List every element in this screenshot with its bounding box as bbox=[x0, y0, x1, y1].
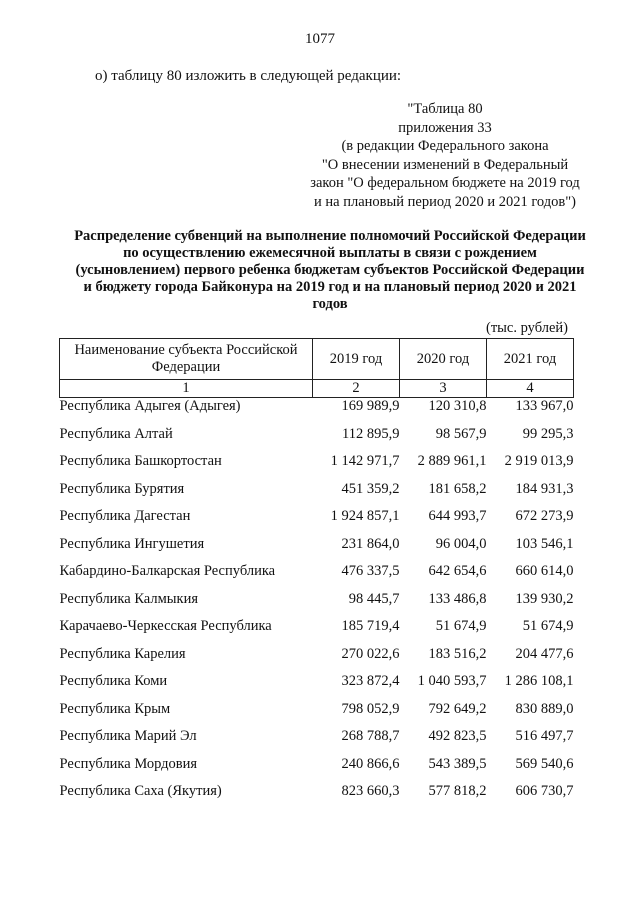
value-2021-cell: 184 931,3 bbox=[515, 480, 574, 497]
header-2019: 2019 год bbox=[313, 339, 400, 380]
reference-line: закон "О федеральном бюджете на 2019 год bbox=[310, 175, 580, 191]
table-body bbox=[60, 398, 574, 811]
reference-line: "О внесении изменений в Федеральный bbox=[321, 156, 569, 173]
value-2020-cell: 1 040 593,7 bbox=[417, 673, 487, 689]
table-row bbox=[60, 701, 574, 729]
value-2021-cell: 1 286 108,1 bbox=[504, 673, 574, 689]
index-cell: 4 bbox=[487, 380, 574, 398]
value-2020-cell: 492 823,5 bbox=[428, 728, 487, 744]
value-2019-cell: 185 719,4 bbox=[341, 618, 400, 634]
value-2020-cell: 183 516,2 bbox=[428, 645, 487, 662]
value-2020-cell: 644 993,7 bbox=[428, 508, 487, 524]
table-row bbox=[60, 563, 574, 591]
header-2020: 2020 год bbox=[400, 339, 487, 380]
intro-paragraph: о) таблицу 80 изложить в следующей редакции: bbox=[95, 68, 402, 84]
table-row bbox=[60, 673, 574, 701]
value-2019-cell: 823 660,3 bbox=[341, 783, 400, 799]
table-row bbox=[60, 398, 574, 426]
value-2020-cell: 543 389,5 bbox=[428, 755, 487, 772]
table-index-row bbox=[60, 380, 574, 398]
index-cell: 2 bbox=[313, 380, 400, 398]
region-name-cell: Кабардино-Балкарская Республика bbox=[59, 563, 276, 579]
table-row bbox=[60, 481, 574, 509]
value-2021-cell: 569 540,6 bbox=[515, 755, 574, 772]
value-2019-cell: 451 359,2 bbox=[341, 480, 400, 497]
table-row bbox=[60, 756, 574, 784]
value-2020-cell: 133 486,8 bbox=[428, 590, 487, 607]
value-2020-cell: 98 567,9 bbox=[435, 425, 487, 442]
region-name-cell: Республика Алтай bbox=[59, 425, 173, 442]
region-name-cell: Республика Мордовия bbox=[59, 755, 198, 772]
value-2021-cell: 139 930,2 bbox=[515, 590, 574, 607]
value-2019-cell: 798 052,9 bbox=[341, 700, 400, 717]
value-2019-cell: 240 866,6 bbox=[341, 755, 400, 772]
document-title: Распределение субвенций на выполнение полномочий Российской Федерации по осуществлению ежемесячной выплаты в связи с рождением (усыновлением) первого ребенка бюджетам субъектов Российской Федерации и бюджету города Байконура на 2019 год и на плановый период 2020 и 2021 годов bbox=[74, 228, 586, 312]
value-2019-cell: 323 872,4 bbox=[341, 673, 400, 689]
value-2019-cell: 268 788,7 bbox=[341, 728, 400, 744]
region-name-cell: Карачаево-Черкесская Республика bbox=[59, 618, 272, 634]
table-row bbox=[60, 728, 574, 756]
value-2021-cell: 2 919 013,9 bbox=[504, 453, 574, 469]
value-2020-cell: 181 658,2 bbox=[428, 480, 487, 497]
table-row bbox=[60, 508, 574, 536]
table-row bbox=[60, 618, 574, 646]
region-name-cell: Республика Бурятия bbox=[59, 480, 185, 497]
reference-line: приложения 33 bbox=[398, 119, 492, 136]
value-2020-cell: 577 818,2 bbox=[428, 783, 487, 799]
reference-line: "Таблица 80 bbox=[407, 101, 483, 117]
region-name-cell: Республика Саха (Якутия) bbox=[59, 783, 222, 799]
table-row bbox=[60, 783, 574, 811]
index-cell: 1 bbox=[60, 380, 313, 398]
region-name-cell: Республика Ингушетия bbox=[59, 535, 205, 552]
table-row bbox=[60, 426, 574, 454]
value-2021-cell: 660 614,0 bbox=[515, 563, 574, 579]
table-header-row bbox=[60, 339, 574, 380]
value-2019-cell: 1 142 971,7 bbox=[330, 453, 400, 469]
value-2019-cell: 169 989,9 bbox=[341, 398, 400, 414]
header-2021: 2021 год bbox=[487, 339, 574, 380]
value-2020-cell: 120 310,8 bbox=[428, 398, 487, 414]
region-name-cell: Республика Марий Эл bbox=[59, 728, 197, 744]
value-2020-cell: 642 654,6 bbox=[428, 563, 487, 579]
region-name-cell: Республика Карелия bbox=[59, 645, 186, 662]
table-row bbox=[60, 591, 574, 619]
value-2019-cell: 1 924 857,1 bbox=[330, 508, 400, 524]
page-number: 1077 bbox=[305, 31, 335, 47]
value-2021-cell: 103 546,1 bbox=[515, 535, 574, 552]
value-2019-cell: 98 445,7 bbox=[348, 590, 400, 607]
table-reference-block bbox=[270, 100, 620, 211]
table-row bbox=[60, 536, 574, 564]
value-2021-cell: 830 889,0 bbox=[515, 700, 574, 717]
value-2021-cell: 204 477,6 bbox=[515, 645, 574, 662]
reference-line: и на плановый период 2020 и 2021 годов") bbox=[314, 193, 576, 210]
region-name-cell: Республика Адыгея (Адыгея) bbox=[59, 398, 241, 414]
index-cell: 3 bbox=[400, 380, 487, 398]
value-2021-cell: 99 295,3 bbox=[522, 425, 574, 442]
table-row bbox=[60, 646, 574, 674]
value-2021-cell: 133 967,0 bbox=[515, 398, 574, 414]
value-2019-cell: 476 337,5 bbox=[341, 563, 400, 579]
units-label: (тыс. рублей) bbox=[486, 320, 568, 336]
value-2019-cell: 231 864,0 bbox=[341, 535, 400, 552]
value-2019-cell: 112 895,9 bbox=[342, 425, 400, 442]
header-region: Наименование субъекта Российской Федерации bbox=[60, 339, 313, 380]
value-2020-cell: 96 004,0 bbox=[435, 535, 487, 552]
value-2020-cell: 2 889 961,1 bbox=[417, 453, 487, 469]
value-2020-cell: 51 674,9 bbox=[435, 618, 487, 634]
region-name-cell: Республика Коми bbox=[59, 673, 168, 689]
value-2021-cell: 516 497,7 bbox=[515, 728, 574, 744]
value-2020-cell: 792 649,2 bbox=[428, 700, 487, 717]
value-2021-cell: 51 674,9 bbox=[522, 618, 574, 634]
region-name-cell: Республика Калмыкия bbox=[59, 590, 198, 607]
subsidy-table bbox=[59, 338, 574, 811]
region-name-cell: Республика Крым bbox=[59, 700, 171, 717]
reference-line: (в редакции Федерального закона bbox=[341, 138, 549, 154]
value-2021-cell: 606 730,7 bbox=[515, 783, 574, 799]
value-2021-cell: 672 273,9 bbox=[515, 508, 574, 524]
value-2019-cell: 270 022,6 bbox=[341, 645, 400, 662]
table-row bbox=[60, 453, 574, 481]
region-name-cell: Республика Дагестан bbox=[59, 508, 191, 524]
region-name-cell: Республика Башкортостан bbox=[59, 453, 222, 469]
